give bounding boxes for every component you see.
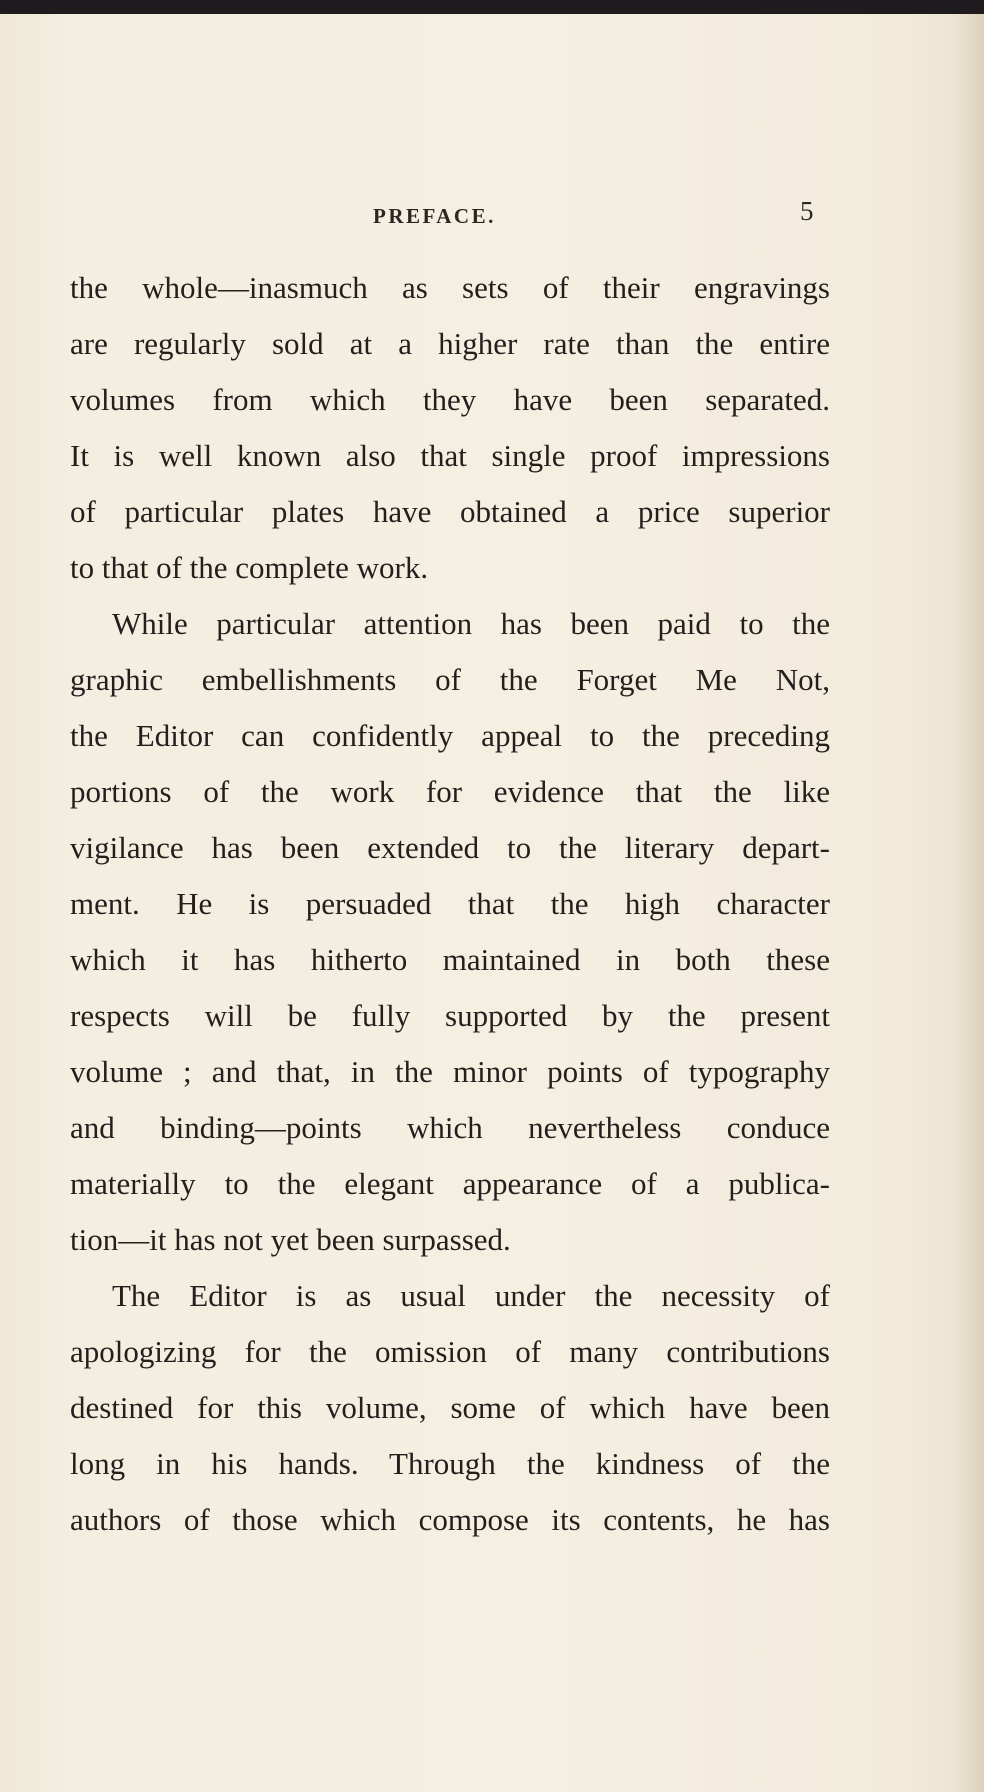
- running-head: [0, 196, 984, 236]
- text-line: and binding—points which nevertheless conduce: [70, 1110, 830, 1145]
- text-line: While particular attention has been paid to the: [112, 606, 830, 641]
- book-page: [0, 14, 984, 1792]
- text-line: destined for this volume, some of which have been: [70, 1390, 830, 1425]
- text-line: long in his hands. Through the kindness of the: [70, 1446, 830, 1481]
- text-line: respects will be fully supported by the present: [70, 998, 830, 1033]
- text-line: graphic embellishments of the Forget Me Not,: [70, 662, 830, 697]
- text-line: The Editor is as usual under the necessity of: [112, 1278, 830, 1313]
- text-line: which it has hitherto maintained in both these: [70, 942, 830, 977]
- text-line: the Editor can confidently appeal to the preceding: [70, 718, 830, 753]
- text-line: are regularly sold at a higher rate than the entire: [70, 326, 830, 361]
- text-line: the whole—inasmuch as sets of their engravings: [70, 270, 830, 305]
- text-line: of particular plates have obtained a price superior: [70, 494, 830, 529]
- text-line: apologizing for the omission of many contributions: [70, 1334, 830, 1369]
- text-line: vigilance has been extended to the literary depart-: [70, 830, 830, 865]
- text-line: volumes from which they have been separated.: [70, 382, 830, 417]
- text-line: materially to the elegant appearance of a publica-: [70, 1166, 830, 1201]
- text-line: portions of the work for evidence that the like: [70, 774, 830, 809]
- text-line: It is well known also that single proof impressions: [70, 438, 830, 473]
- text-line: volume ; and that, in the minor points of typography: [70, 1054, 830, 1089]
- text-line: to that of the complete work.: [70, 550, 429, 585]
- running-head-title: PREFACE.: [373, 204, 496, 228]
- text-line: ment. He is persuaded that the high character: [70, 886, 830, 921]
- text-line: authors of those which compose its contents, he has: [70, 1502, 830, 1537]
- text-line: tion—it has not yet been surpassed.: [70, 1222, 511, 1257]
- page-number: 5: [800, 196, 814, 226]
